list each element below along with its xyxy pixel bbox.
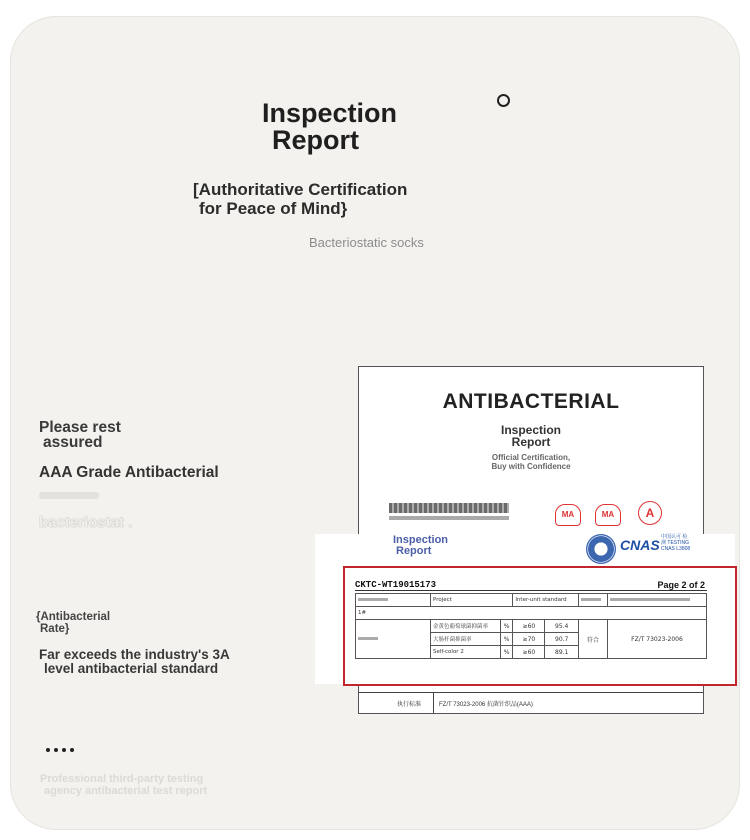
title-line-2: Report <box>272 125 359 155</box>
item-requirement: ≥70 <box>513 633 545 646</box>
blurred-text <box>389 516 509 520</box>
verdict: 符合 <box>578 620 607 659</box>
item-value: 89.1 <box>545 646 578 659</box>
cma-logo-icon: MA <box>595 504 621 526</box>
item-unit: % <box>500 633 512 646</box>
table-row <box>356 607 707 620</box>
item-value: 95.4 <box>545 620 578 633</box>
table-row <box>356 620 707 633</box>
item-unit: % <box>500 646 512 659</box>
item-name: 大肠杆菌抑菌率 <box>431 633 501 646</box>
cal-logo-icon: A <box>638 501 662 525</box>
subtitle <box>193 180 407 218</box>
item-value: 90.7 <box>545 633 578 646</box>
cert-sub-line-1: Inspection <box>500 423 561 437</box>
item-requirement: ≥60 <box>513 646 545 659</box>
blurred-text <box>39 492 99 499</box>
footer-line-2: agency antibacterial test report <box>44 784 208 797</box>
item-requirement: ≥60 <box>513 620 545 633</box>
certificate-tagline <box>359 453 703 471</box>
item-name: Self-color 2 <box>431 646 501 659</box>
subtitle-line-1: [Authoritative Certification <box>193 180 408 199</box>
standard-claim <box>39 648 230 676</box>
header-project: Project <box>431 594 513 607</box>
report-excerpt <box>343 566 737 686</box>
cnas-logo: CNAS <box>620 537 660 553</box>
page-title <box>262 100 397 154</box>
grade-label: AAA Grade Antibacterial <box>39 464 219 481</box>
item-unit: % <box>500 620 512 633</box>
claim-line-1: Far exceeds the industry's 3A <box>39 647 230 662</box>
cert-sub-line-2: Report <box>511 434 551 449</box>
table-header-row <box>356 594 707 607</box>
panel-label-line-1: Inspection <box>393 534 449 546</box>
certificate-heading: ANTIBACTERIAL <box>442 390 620 413</box>
ring-icon <box>497 94 510 107</box>
report-id: CKTC-WT19015173 <box>355 580 437 590</box>
rate-line-1: {Antibacterial <box>36 611 111 623</box>
results-table <box>355 593 707 659</box>
panel-label <box>393 535 448 557</box>
rate-label <box>36 611 110 635</box>
footer-value: FZ/T 73023-2006 抗菌针织品(AAA) <box>439 702 533 708</box>
ilac-mra-icon <box>586 534 616 564</box>
assurance-line-1: Please rest <box>39 419 121 436</box>
assurance-line-2: assured <box>43 434 103 451</box>
rate-line-2: Rate} <box>40 623 70 635</box>
dots-icon <box>46 739 78 757</box>
subtitle-line-2: for Peace of Mind} <box>199 199 348 218</box>
sample-label: 1# <box>356 607 707 620</box>
title-line-1: Inspection <box>262 98 398 128</box>
bacteriostat-label: bacteriostat . <box>39 514 133 531</box>
report-page-number: Page 2 of 2 <box>657 580 705 590</box>
report-overlay-panel <box>315 534 735 684</box>
header-standard: Inter-unit standard <box>513 594 579 607</box>
cma-logo-icon: MA <box>555 504 581 526</box>
cnas-caption: 中国认可 检测 TESTING CNAS L3808 <box>661 534 691 552</box>
certificate-subheading <box>359 425 703 448</box>
footer-note <box>40 774 207 797</box>
cert-tag-line-2: Buy with Confidence <box>491 462 571 471</box>
cert-tag-line-1: Official Certification, <box>491 453 571 462</box>
item-name: 金黄色葡萄球菌抑菌率 <box>431 620 501 633</box>
product-name: Bacteriostatic socks <box>309 235 424 250</box>
footer-line-1: Professional third-party testing <box>40 773 204 785</box>
footer-label: 执行标准 <box>397 702 422 708</box>
standard-code: FZ/T 73023-2006 <box>607 620 706 659</box>
blurred-text <box>389 503 509 513</box>
panel-label-line-2: Report <box>396 545 432 557</box>
claim-line-2: level antibacterial standard <box>44 661 219 676</box>
assurance-heading <box>39 420 121 450</box>
certificate-footer-row <box>359 692 703 713</box>
